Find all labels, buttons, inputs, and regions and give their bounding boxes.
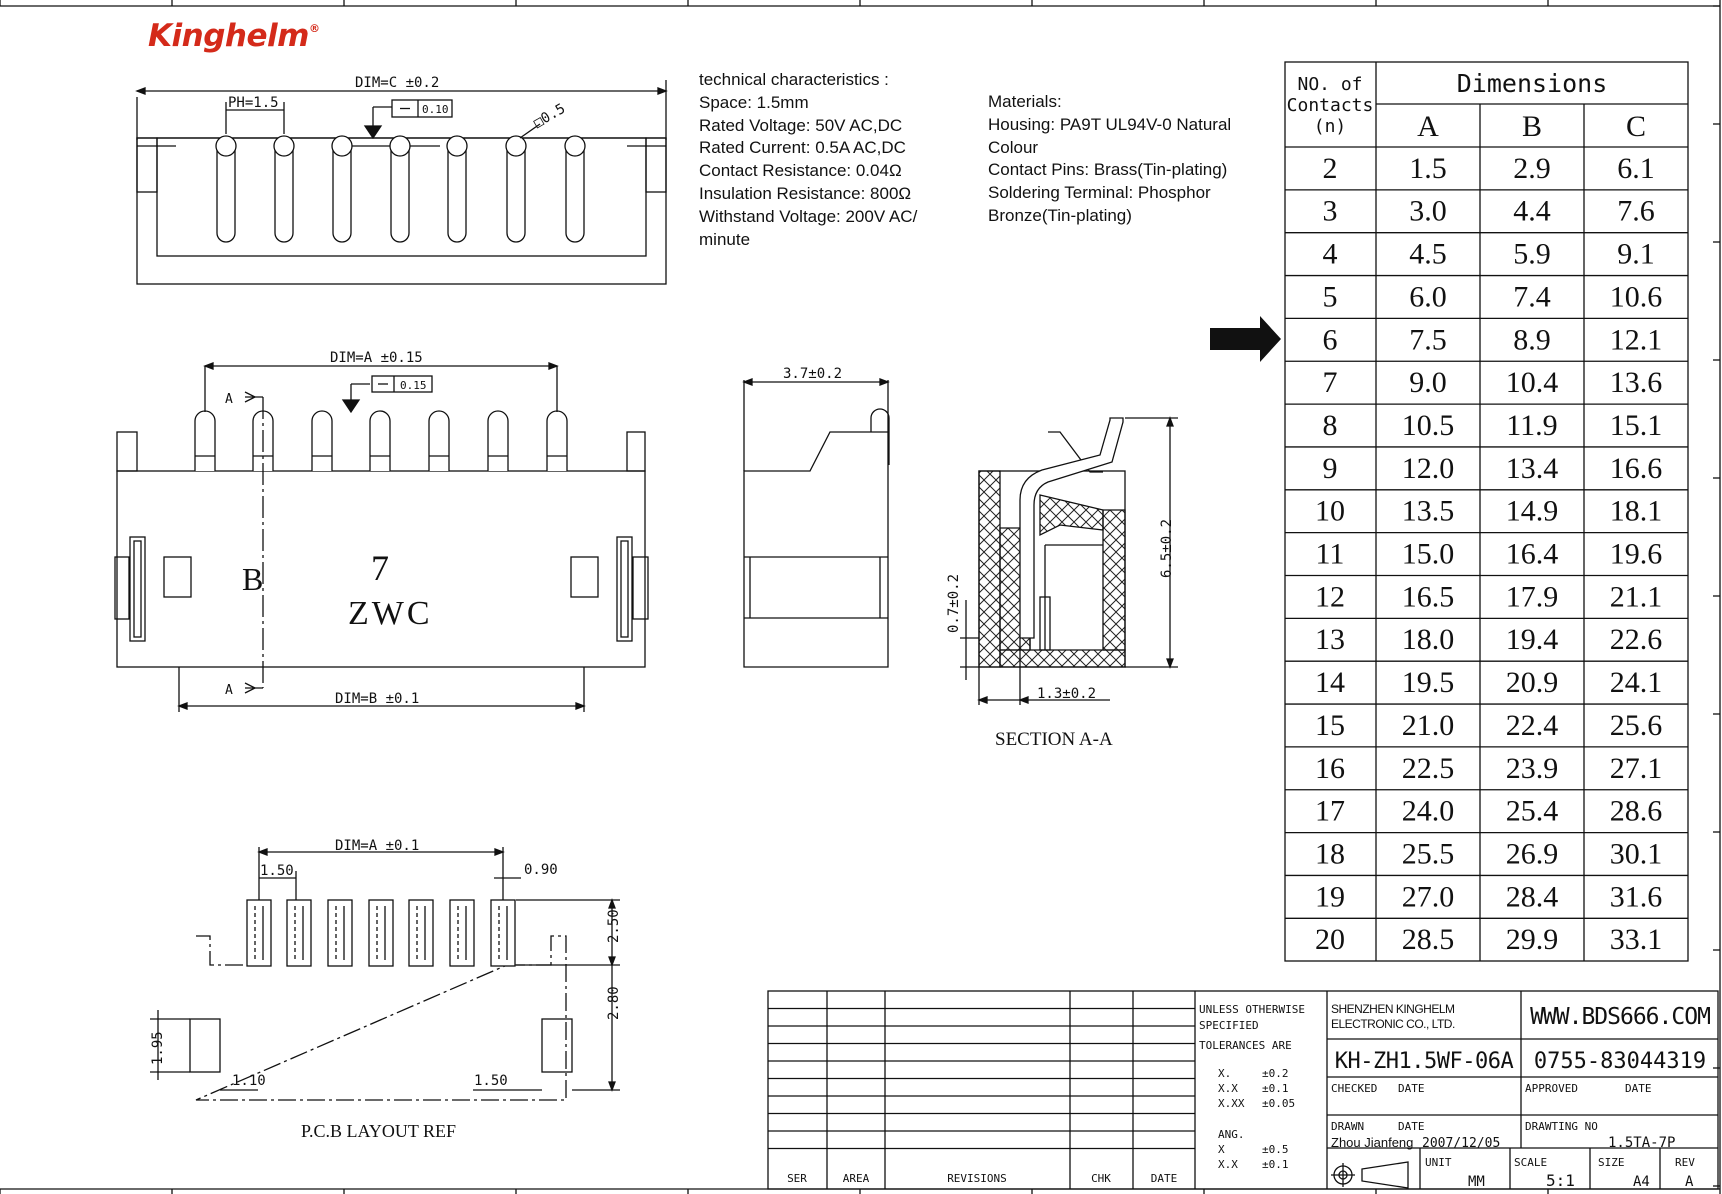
- cell-dimension: 10.5: [1401, 408, 1455, 442]
- cell-dimension: 28.4: [1505, 880, 1559, 914]
- top-pin-head: [332, 136, 352, 156]
- rev-header-area: AREA: [842, 1172, 870, 1185]
- top-pin: [566, 146, 584, 242]
- cell-dimension: 7.5: [1409, 323, 1447, 357]
- drawn-date-label: DATE: [1398, 1120, 1425, 1133]
- materials-line: Soldering Terminal: Phosphor: [988, 183, 1211, 203]
- cell-contacts: 12: [1315, 580, 1345, 614]
- cell-dimension: 5.9: [1513, 237, 1551, 271]
- part-number: KH-ZH1.5WF-06A: [1334, 1049, 1514, 1074]
- materials-line: Housing: PA9T UL94V-0 Natural: [988, 114, 1232, 134]
- ang-label: ANG.: [1218, 1128, 1245, 1141]
- dimensions-header: Dimensions: [1456, 69, 1608, 98]
- materials-line: Colour: [988, 137, 1039, 157]
- side-view: [744, 379, 889, 667]
- top-pin: [448, 146, 466, 242]
- tol-label: X.XX: [1218, 1097, 1245, 1110]
- dim-c-label: DIM=C ±0.2: [355, 75, 440, 91]
- cell-dimension: 26.9: [1505, 837, 1559, 871]
- front-pin: [312, 411, 332, 471]
- front-pin: [195, 411, 215, 471]
- cell-dimension: 18.0: [1401, 623, 1455, 657]
- cell-contacts: 17: [1315, 794, 1345, 828]
- cell-dimension: 21.1: [1609, 580, 1663, 614]
- projection-symbol-cone: [1362, 1162, 1408, 1188]
- cell-contacts: 8: [1322, 408, 1338, 442]
- unless-line: UNLESS OTHERWISE: [1199, 1003, 1305, 1016]
- size-value: A4: [1633, 1174, 1650, 1190]
- rev-header-date: DATE: [1150, 1172, 1178, 1185]
- col-header-a: A: [1417, 110, 1439, 143]
- section-height-label: 6.5±0.2: [1159, 518, 1175, 578]
- top-pin: [217, 146, 235, 242]
- materials-heading: Materials:: [988, 92, 1062, 111]
- cell-contacts: 16: [1315, 751, 1345, 785]
- tol-value: ±0.05: [1262, 1097, 1296, 1110]
- cell-dimension: 6.0: [1409, 280, 1447, 314]
- cell-dimension: 14.9: [1505, 494, 1559, 528]
- cell-dimension: 7.4: [1513, 280, 1551, 314]
- size-label: SIZE: [1598, 1156, 1625, 1169]
- dim-a-label: DIM=A ±0.15: [330, 350, 423, 366]
- cell-dimension: 10.4: [1505, 366, 1559, 400]
- section-offset-label: 1.3±0.2: [1037, 686, 1097, 702]
- section-view: [960, 418, 1178, 705]
- cell-dimension: 13.6: [1609, 366, 1663, 400]
- pcb-pad-width-label: 0.90: [524, 862, 558, 878]
- cell-dimension: 13.4: [1505, 451, 1559, 485]
- cell-dimension: 9.0: [1409, 366, 1447, 400]
- pcb-pad: [450, 900, 474, 966]
- cell-dimension: 28.6: [1609, 794, 1663, 828]
- cell-dimension: 25.5: [1401, 837, 1455, 871]
- top-pins: [216, 136, 585, 242]
- cell-dimension: 2.9: [1513, 151, 1551, 185]
- website: WWW.BDS666.COM: [1530, 1004, 1710, 1030]
- cell-dimension: 12.1: [1609, 323, 1663, 357]
- drawn-by: Zhou Jianfeng: [1331, 1135, 1414, 1150]
- drawing-no-label: DRAWTING NO: [1525, 1120, 1598, 1133]
- cell-dimension: 12.0: [1401, 451, 1455, 485]
- tech-heading: technical characteristics :: [699, 70, 889, 89]
- top-pin-head: [447, 136, 467, 156]
- cell-contacts: 14: [1315, 666, 1345, 700]
- top-flatness-value: 0.10: [422, 103, 449, 116]
- tech-line: Withstand Voltage: 200V AC/: [699, 206, 918, 226]
- cell-dimension: 8.9: [1513, 323, 1551, 357]
- cell-dimension: 16.5: [1401, 580, 1455, 614]
- zwc-mark: ZWC: [348, 595, 433, 632]
- cell-dimension: 10.6: [1609, 280, 1663, 314]
- cell-dimension: 3.0: [1409, 194, 1447, 228]
- pcb-dim-a-label: DIM=A ±0.1: [335, 838, 420, 854]
- cell-contacts: 20: [1315, 923, 1345, 957]
- cell-dimension: 24.1: [1609, 666, 1663, 700]
- top-pin: [333, 146, 351, 242]
- cell-contacts: 6: [1322, 323, 1338, 357]
- pcb-pads: [247, 900, 515, 966]
- cell-contacts: 13: [1315, 623, 1345, 657]
- col-header-c: C: [1625, 110, 1647, 143]
- pcb-pitch-label: 1.50: [260, 863, 294, 879]
- pcb-pad: [491, 900, 515, 966]
- cell-dimension: 21.0: [1401, 708, 1455, 742]
- top-pin-head: [390, 136, 410, 156]
- cell-dimension: 19.4: [1505, 623, 1559, 657]
- cell-dimension: 17.9: [1505, 580, 1559, 614]
- logo-text: Kinghelm: [148, 18, 309, 54]
- pcb-pad: [369, 900, 393, 966]
- cell-contacts: 18: [1315, 837, 1345, 871]
- top-pin-head: [216, 136, 236, 156]
- cell-dimension: 24.0: [1401, 794, 1455, 828]
- cell-contacts: 11: [1315, 537, 1345, 571]
- pcb-250-label: 2.50: [606, 909, 622, 943]
- section-mark-top: A: [225, 392, 233, 407]
- tech-line: Rated Voltage: 50V AC,DC: [699, 115, 903, 135]
- pcb-pad: [328, 900, 352, 966]
- phone: 0755-83044319: [1533, 1049, 1707, 1074]
- cell-contacts: 4: [1322, 237, 1338, 271]
- cell-dimension: 15.0: [1401, 537, 1455, 571]
- checked-label: CHECKED: [1331, 1082, 1378, 1095]
- registered-mark: ®: [308, 22, 320, 35]
- cell-dimension: 16.6: [1609, 451, 1663, 485]
- pcb-pad: [287, 900, 311, 966]
- side-outline: [744, 432, 888, 667]
- cell-dimension: 4.4: [1513, 194, 1551, 228]
- section-mark-bottom: A: [225, 683, 233, 698]
- cell-contacts: 10: [1315, 494, 1345, 528]
- pitch-label: PH=1.5: [228, 95, 279, 111]
- top-pin: [275, 146, 293, 242]
- ang-tol-label: X: [1218, 1143, 1225, 1156]
- pcb-110-label: 1.10: [232, 1073, 266, 1089]
- top-view: [137, 80, 666, 284]
- left-window: [164, 557, 191, 597]
- cell-dimension: 33.1: [1609, 923, 1663, 957]
- unless-line: SPECIFIED: [1199, 1019, 1259, 1032]
- tech-line: Space: 1.5mm: [699, 92, 809, 112]
- front-pin: [429, 411, 449, 471]
- cell-dimension: 6.1: [1617, 151, 1655, 185]
- tol-label: X.: [1218, 1067, 1232, 1080]
- ang-tol-label: X.X: [1218, 1158, 1238, 1171]
- cell-dimension: 20.9: [1505, 666, 1559, 700]
- cell-dimension: 19.5: [1401, 666, 1455, 700]
- cell-dimension: 29.9: [1505, 923, 1559, 957]
- rev-header-chk: CHK: [1091, 1172, 1111, 1185]
- right-window: [571, 557, 598, 597]
- datum-triangle: [365, 126, 381, 138]
- cell-dimension: 30.1: [1609, 837, 1663, 871]
- pcb-title: P.C.B LAYOUT REF: [301, 1121, 457, 1141]
- tol-label: X.X: [1218, 1082, 1238, 1095]
- pcb-pad: [409, 900, 433, 966]
- drawn-label: DRAWN: [1331, 1120, 1365, 1133]
- cell-dimension: 13.5: [1401, 494, 1455, 528]
- front-pin: [547, 411, 567, 471]
- cell-dimension: 7.6: [1617, 194, 1655, 228]
- approved-date-label: DATE: [1625, 1082, 1652, 1095]
- pcb-150-label: 1.50: [474, 1073, 508, 1089]
- top-pin: [507, 146, 525, 242]
- top-pin-head: [274, 136, 294, 156]
- front-flatness-value: 0.15: [400, 379, 427, 392]
- cell-dimension: 1.5: [1409, 151, 1447, 185]
- square-label: □0.5: [531, 100, 569, 132]
- pcb-280-label: 2.80: [606, 986, 622, 1020]
- tol-value: ±0.1: [1262, 1082, 1289, 1095]
- cell-dimension: 27.1: [1609, 751, 1663, 785]
- front-pin: [488, 411, 508, 471]
- contacts-header-line: Contacts: [1286, 95, 1374, 116]
- front-pin: [370, 411, 390, 471]
- cell-dimension: 4.5: [1409, 237, 1447, 271]
- letter-b: B: [242, 561, 264, 597]
- ang-tol-value: ±0.1: [1262, 1158, 1289, 1171]
- tech-line: minute: [699, 229, 751, 249]
- section-title: SECTION A-A: [995, 729, 1113, 750]
- cell-dimension: 25.4: [1505, 794, 1559, 828]
- pcb-195-label: 1.95: [150, 1031, 166, 1065]
- cell-dimension: 22.5: [1401, 751, 1455, 785]
- top-pin-head: [565, 136, 585, 156]
- top-pin-head: [506, 136, 526, 156]
- unit-label: UNIT: [1425, 1156, 1452, 1169]
- col-header-b: B: [1521, 110, 1543, 143]
- materials-line: Contact Pins: Brass(Tin-plating): [988, 160, 1228, 180]
- pcb-pad: [247, 900, 271, 966]
- pcb-right-pad: [542, 1019, 572, 1072]
- rev-value: A: [1685, 1174, 1694, 1190]
- cell-contacts: 2: [1322, 151, 1338, 185]
- selected-row-arrow: [1210, 316, 1281, 362]
- rev-header-revisions: REVISIONS: [947, 1172, 1007, 1185]
- cell-dimension: 31.6: [1609, 880, 1663, 914]
- side-width-label: 3.7±0.2: [783, 366, 843, 382]
- cell-dimension: 27.0: [1401, 880, 1455, 914]
- cell-dimension: 28.5: [1401, 923, 1455, 957]
- drawn-date: 2007/12/05: [1422, 1136, 1501, 1151]
- front-view: [115, 363, 648, 712]
- contacts-header-line: (n): [1313, 116, 1347, 137]
- tech-line: Contact Resistance: 0.04Ω: [699, 161, 902, 181]
- approved-label: APPROVED: [1525, 1082, 1578, 1095]
- cell-dimension: 25.6: [1609, 708, 1663, 742]
- rev-label: REV: [1675, 1156, 1695, 1169]
- unless-line: TOLERANCES ARE: [1199, 1039, 1292, 1052]
- dimensions-table: [1285, 62, 1688, 961]
- cell-dimension: 19.6: [1609, 537, 1663, 571]
- scale-label: SCALE: [1514, 1156, 1548, 1169]
- top-pin: [391, 146, 409, 242]
- cell-contacts: 15: [1315, 708, 1345, 742]
- tol-value: ±0.2: [1262, 1067, 1289, 1080]
- company-line: SHENZHEN KINGHELM: [1331, 1002, 1455, 1016]
- cell-dimension: 16.4: [1505, 537, 1559, 571]
- cell-dimension: 11.9: [1506, 408, 1558, 442]
- dim-b-label: DIM=B ±0.1: [335, 691, 420, 707]
- contact-count-mark: 7: [371, 548, 389, 588]
- cell-dimension: 23.9: [1505, 751, 1559, 785]
- cell-dimension: 15.1: [1609, 408, 1663, 442]
- cell-contacts: 9: [1322, 451, 1338, 485]
- cell-contacts: 3: [1322, 194, 1338, 228]
- drawing-no: 1.5TA-7P: [1608, 1135, 1676, 1151]
- cell-dimension: 22.6: [1609, 623, 1663, 657]
- scale-value: 5:1: [1546, 1171, 1575, 1190]
- rev-header-ser: SER: [787, 1172, 807, 1185]
- company-line: ELECTRONIC CO., LTD.: [1331, 1017, 1455, 1031]
- cell-dimension: 9.1: [1617, 237, 1655, 271]
- tech-line: Insulation Resistance: 800Ω: [699, 183, 912, 203]
- ang-tol-value: ±0.5: [1262, 1143, 1289, 1156]
- contacts-header-line: NO. of: [1297, 74, 1363, 95]
- section-depth-label: 0.7±0.2: [946, 573, 962, 633]
- cell-contacts: 5: [1322, 280, 1338, 314]
- materials-line: Bronze(Tin-plating): [988, 205, 1132, 225]
- pcb-left-pad: [190, 1019, 220, 1072]
- pcb-layout: [150, 847, 620, 1100]
- tech-line: Rated Current: 0.5A AC,DC: [699, 138, 906, 158]
- cell-dimension: 18.1: [1609, 494, 1663, 528]
- front-pins: [195, 411, 567, 471]
- cell-dimension: 22.4: [1505, 708, 1559, 742]
- checked-date-label: DATE: [1398, 1082, 1425, 1095]
- cell-contacts: 7: [1322, 366, 1338, 400]
- unit-value: MM: [1468, 1174, 1485, 1190]
- cell-contacts: 19: [1315, 880, 1345, 914]
